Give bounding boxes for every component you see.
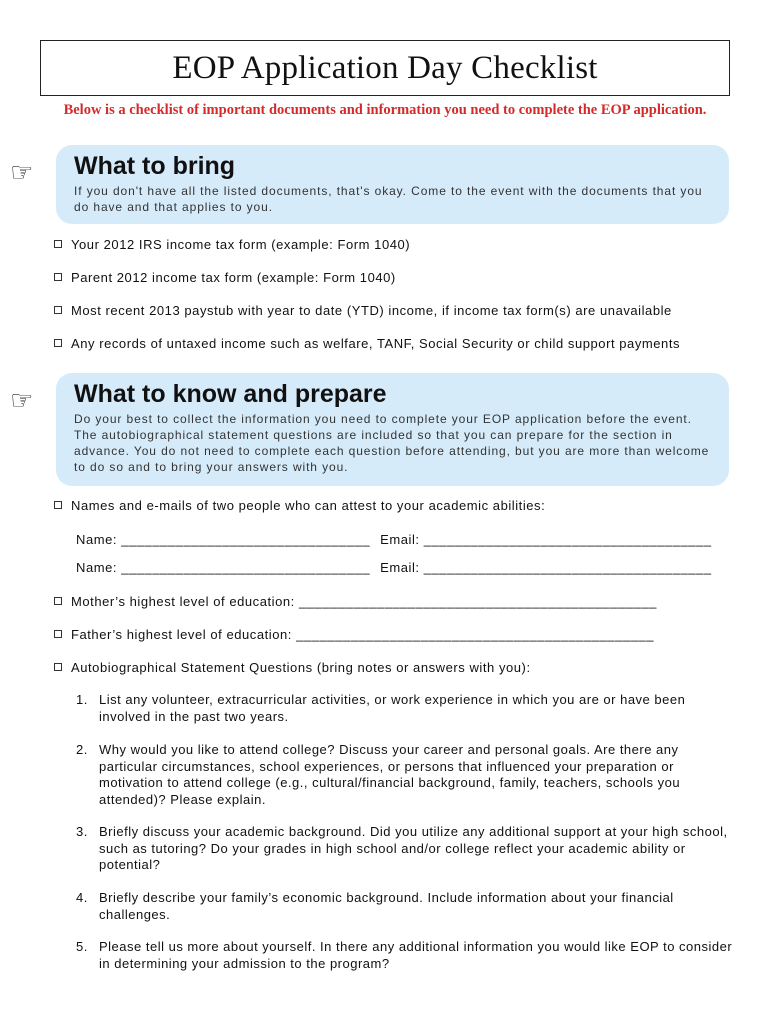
checklist-item: Names and e-mails of two people who can attest to your academic abilities: <box>54 497 545 514</box>
checkbox[interactable] <box>54 663 62 671</box>
checkbox[interactable] <box>54 630 62 638</box>
checklist-item: Parent 2012 income tax form (example: Form 1040) <box>54 269 396 286</box>
section-heading: What to know and prepare <box>74 380 387 408</box>
section-what-to-know <box>56 373 729 486</box>
checklist-item: Autobiographical Statement Questions (bring notes or answers with you): <box>54 659 531 676</box>
checkbox[interactable] <box>54 339 62 347</box>
checklist-item: Mother’s highest level of education: ______________________________________________ <box>54 593 657 610</box>
intro-text: Below is a checklist of important documents and information you need to complete the EOP application. <box>63 102 707 118</box>
question-item: 4. Briefly describe your family’s economic background. Include information about your financial challenges. <box>76 890 674 922</box>
name-line[interactable]: Name: ________________________________ <box>76 560 371 575</box>
question-item: 3. Briefly discuss your academic background. Did you utilize any additional support at your high school, such as tutoring? Do your grades in high school and/or college reflect your academic ability or potential? <box>76 824 728 872</box>
checklist-item: Father’s highest level of education: ______________________________________________ <box>54 626 654 643</box>
checklist-item: Any records of untaxed income such as welfare, TANF, Social Security or child support payments <box>54 335 680 352</box>
question-item: 5. Please tell us more about yourself. In there any additional information you would like EOP to consider in determining your admission to the program? <box>76 939 733 971</box>
checkbox[interactable] <box>54 501 62 509</box>
title-box <box>40 40 730 96</box>
section-note: If you don't have all the listed documents, that's okay. Come to the event with the documents that you do have and that applies to you. <box>74 184 703 214</box>
section-note: Do your best to collect the information you need to complete your EOP application before the event. The autobiographical statement questions are included so that you can prepare for the section in advance. You do not need to complete each question before attending, but you are more than welcome to do so and to bring your answers with you. <box>74 412 710 474</box>
question-item: 1. List any volunteer, extracurricular activities, or work experience in which you are or have been involved in the past two years. <box>76 692 686 724</box>
checkbox[interactable] <box>54 306 62 314</box>
contact-row <box>76 531 712 548</box>
section-what-to-bring <box>56 145 729 224</box>
email-line[interactable]: Email: _____________________________________ <box>380 560 712 575</box>
pointing-hand-icon: ☞ <box>10 158 34 188</box>
email-line[interactable]: Email: _____________________________________ <box>380 532 712 547</box>
contact-row <box>76 559 712 576</box>
checklist-item: Most recent 2013 paystub with year to date (YTD) income, if income tax form(s) are unavailable <box>54 302 672 319</box>
checkbox[interactable] <box>54 273 62 281</box>
pointing-hand-icon: ☞ <box>10 386 34 416</box>
name-line[interactable]: Name: ________________________________ <box>76 532 371 547</box>
checkbox[interactable] <box>54 597 62 605</box>
checkbox[interactable] <box>54 240 62 248</box>
section-heading: What to bring <box>74 152 236 180</box>
page-title: EOP Application Day Checklist <box>172 50 598 86</box>
checklist-item: Your 2012 IRS income tax form (example: Form 1040) <box>54 236 410 253</box>
question-item: 2. Why would you like to attend college? Discuss your career and personal goals. Are there any particular circumstances, school experiences, or persons that influenced your preparation or motivation to attend college (e.g., cultural/financial background, family, teachers, schools you attended)? Please explain. <box>76 742 681 807</box>
